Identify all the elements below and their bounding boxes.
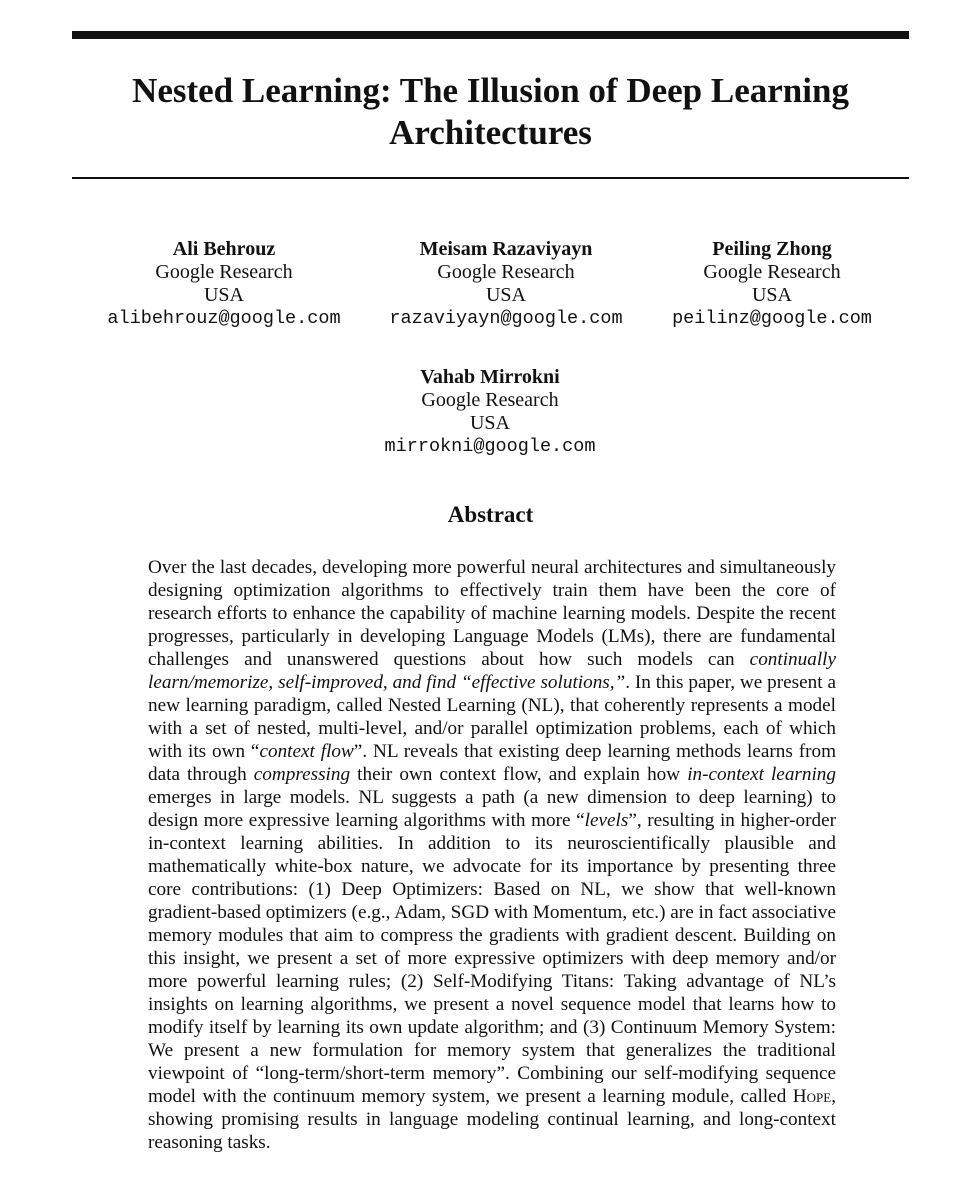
author-country: USA — [485, 284, 526, 306]
title-bottom-rule — [72, 177, 909, 179]
abstract-text: Over the last decades, developing more powerful neural architectures and simultaneously designing optimization algorithms to effectively train them have been the core of research efforts to enhance the capability of machine learning models. Despite the recent progresses, particularly in developing Language Models (LMs), there are fundamental challenges and unanswered questions about how such models can — [148, 557, 836, 670]
abstract-text: ”, resulting in higher-order in-context learning abilities. In addition to its neuroscientifically plausible and mathematically white-box nature, we advocate for its importance by presenting three core contributions: (1) Deep Optimizers: Based on NL, we show that well-known gradient-based optimizers (e.g., Adam, SGD with Momentum, etc.) are in fact associative memory modules that aim to compress the gradients with gradient descent. Building on this insight, we present a set of more expressive optimizers with deep memory and/or more powerful learning rules; (2) Self-Modifying Titans: Taking advantage of NL’s insights on learning algorithms, we present a novel sequence model that learns how to modify itself by learning its own update algorithm; and (3) Continuum Memory System: We present a new formulation for memory system that generalizes the traditional viewpoint of “long-term/short-term memory”. Combining our self-modifying sequence model with the continuum memory system, we present a learning module, called — [148, 810, 836, 1107]
author-name: Vahab Mirrokni — [420, 366, 560, 388]
abstract-text: , showing promising results in language modeling continual learning, and long-context reasoning tasks. — [148, 1086, 836, 1153]
author-name: Meisam Razaviyayn — [419, 238, 593, 260]
author-block-mirrokni — [340, 366, 640, 458]
abstract-text: emerges in large models. NL suggests a path (a new dimension to deep learning) to design more expressive learning algorithms with more “ — [148, 787, 836, 831]
author-country: USA — [751, 284, 792, 306]
abstract-emphasis: compressing — [253, 764, 351, 785]
author-name: Peiling Zhong — [712, 238, 832, 260]
abstract-emphasis: context flow — [259, 741, 354, 762]
model-name-hope: Hope — [792, 1086, 832, 1107]
abstract-text: their own context flow, and explain how — [350, 764, 688, 785]
author-email[interactable]: alibehrouz@google.com — [107, 308, 341, 329]
author-email[interactable]: razaviyayn@google.com — [389, 308, 623, 329]
author-country: USA — [203, 284, 244, 306]
author-block-zhong — [622, 238, 922, 330]
abstract-text: . In this paper, we present a new learning paradigm, called Nested Learning (NL), that coherently represents a model with a set of nested, multi-level, and/or parallel optimization problems, each of which with its own “ — [148, 672, 836, 762]
author-affiliation: Google Research — [155, 261, 293, 283]
abstract-heading: Abstract — [447, 502, 534, 527]
author-block-razaviyayn — [356, 238, 656, 330]
paper-title — [72, 70, 909, 154]
author-affiliation: Google Research — [437, 261, 575, 283]
abstract-emphasis: in-context learning — [687, 764, 836, 785]
abstract-text: ”. NL reveals that existing deep learning methods learns from data through — [148, 741, 836, 785]
author-country: USA — [469, 412, 510, 434]
author-affiliation: Google Research — [703, 261, 841, 283]
author-name: Ali Behrouz — [172, 238, 276, 260]
title-line-1: Nested Learning: The Illusion of Deep Learning — [132, 71, 849, 110]
author-block-behrouz — [74, 238, 374, 330]
abstract-emphasis: continually learn/memorize, self-improved, and find “effective solutions,” — [148, 649, 836, 693]
title-top-rule — [72, 31, 909, 39]
abstract-body — [148, 556, 836, 1154]
author-email[interactable]: peilinz@google.com — [672, 308, 872, 329]
abstract-emphasis: levels — [584, 810, 629, 831]
author-email[interactable]: mirrokni@google.com — [384, 436, 596, 457]
title-line-2: Architectures — [389, 113, 592, 152]
author-affiliation: Google Research — [421, 389, 559, 411]
